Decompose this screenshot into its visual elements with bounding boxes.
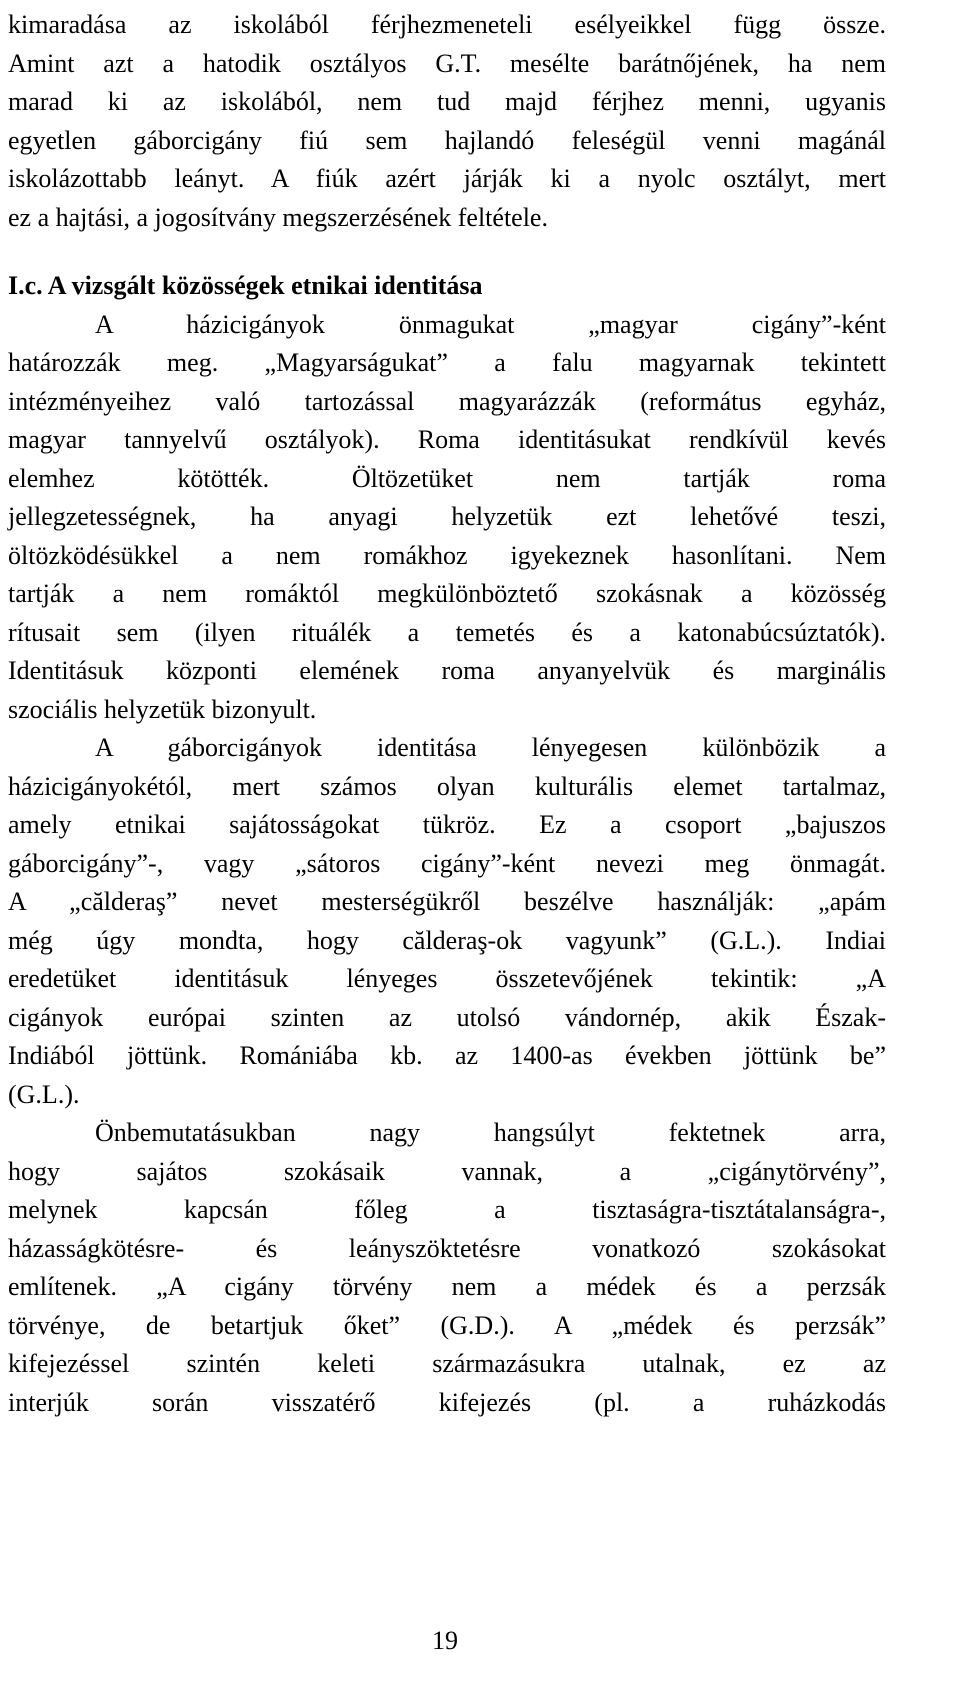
text-line: Amint azt a hatodik osztályos G.T. mesélte barátnőjének, ha nem [8,48,886,78]
section-heading: I.c. A vizsgált közösségek etnikai identitása [8,271,483,300]
text-line: melynek kapcsán főleg a tisztaságra-tisztátalanságra-, [8,1195,886,1224]
text-line: marad ki az iskolából, nem tud majd férjhez menni, ugyanis [8,87,886,116]
text-line: törvénye, de betartjuk őket” (G.D.). A „médek és perzsák” [8,1310,886,1340]
text-line: intézményeihez való tartozással magyarázzák (református egyház, [8,386,886,416]
text-line: A „călderaş” nevet mesterségükről beszélve használják: „apám [8,887,886,916]
text-line: még úgy mondta, hogy călderaş-ok vagyunk” (G.L.). Indiai [8,925,886,955]
text-line: öltözködésükkel a nem romákhoz igyekeznek hasonlítani. Nem [8,540,886,570]
top-paragraph [8,6,886,237]
text-line: tartják a nem romáktól megkülönböztető szokásnak a közösség [8,579,886,608]
text-line: A gáborcigányok identitása lényegesen különbözik a [95,733,886,762]
text-line: A házicigányok önmagukat „magyar cigány”-ként [95,309,886,339]
text-line: eredetüket identitásuk lényeges összetevőjének tekintik: „A [8,964,886,993]
text-line: egyetlen gáborcigány fiú sem hajlandó feleségül venni magánál [8,125,886,155]
section-body [8,267,886,1422]
text-line: magyar tannyelvű osztályok). Roma identitásukat rendkívül kevés [8,425,886,454]
text-line: Indiából jöttünk. Romániába kb. az 1400-as években jöttünk be” [8,1041,886,1070]
text-line: Identitásuk központi elemének roma anyanyelvük és marginális [8,656,886,685]
text-line: kifejezéssel szintén keleti származásukra utalnak, ez az [8,1349,886,1378]
text-line: interjúk során visszatérő kifejezés (pl. a ruházkodás [8,1387,886,1417]
text-line: iskolázottabb leányt. A fiúk azért járják ki a nyolc osztályt, mert [8,164,886,193]
page-number: 19 [432,1626,458,1655]
text-line: Önbemutatásukban nagy hangsúlyt fektetnek arra, [95,1118,886,1147]
text-line: amely etnikai sajátosságokat tükröz. Ez a csoport „bajuszos [8,810,886,839]
text-line: házasságkötésre- és leányszöktetésre vonatkozó szokásokat [8,1233,886,1263]
text-line: gáborcigány”-, vagy „sátoros cigány”-ként nevezi meg önmagát. [8,848,886,878]
text-line: elemhez kötötték. Öltözetüket nem tartják roma [8,463,886,493]
text-line: kimaradása az iskolából férjhezmeneteli esélyeikkel függ össze. [8,10,886,39]
text-line: hogy sajátos szokásaik vannak, a „cigánytörvény”, [8,1156,886,1186]
text-line: határozzák meg. „Magyarságukat” a falu magyarnak tekintett [8,348,886,377]
text-line: (G.L.). [8,1079,80,1109]
text-line: említenek. „A cigány törvény nem a médek és a perzsák [8,1272,886,1301]
text-line: ez a hajtási, a jogosítvány megszerzésének feltétele. [8,202,548,232]
text-line: cigányok európai szinten az utolsó vándornép, akik Észak- [8,1002,886,1032]
text-line: rítusait sem (ilyen rituálék a temetés és a katonabúcsúztatók). [8,617,886,647]
text-line: jellegzetességnek, ha anyagi helyzetük ezt lehetővé teszi, [8,502,886,531]
text-line: házicigányokétól, mert számos olyan kulturális elemet tartalmaz, [8,771,886,801]
text-line: szociális helyzetük bizonyult. [8,694,317,724]
